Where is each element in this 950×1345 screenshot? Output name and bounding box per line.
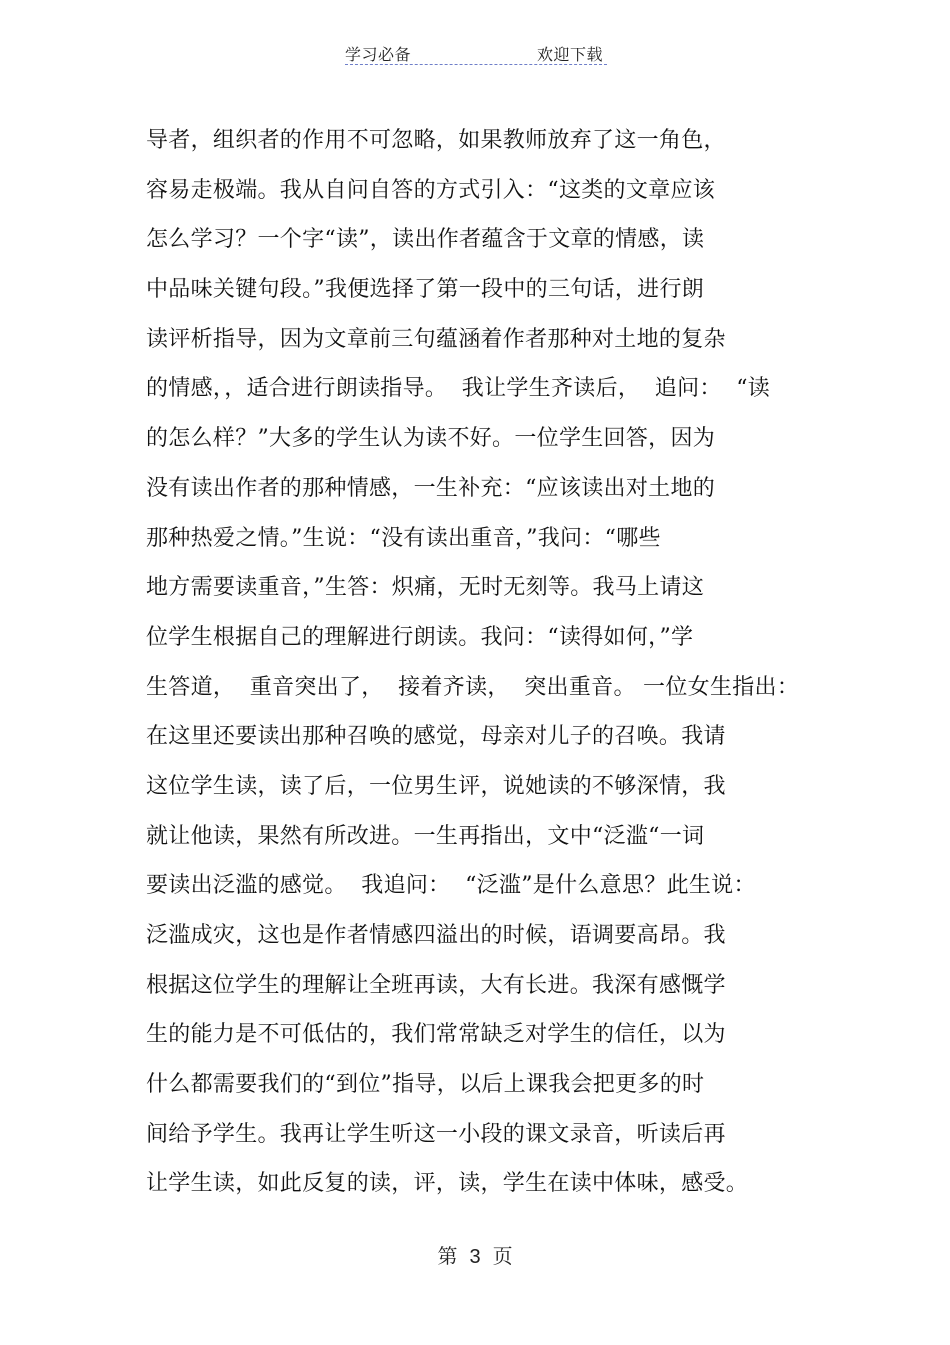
text-line: 生答道， 重音突出了， 接着齐读， 突出重音。 一位女生指出： — [146, 674, 800, 700]
body-paragraph — [146, 123, 846, 1216]
text-line: 读评析指导，因为文章前三句蕴涵着作者那种对土地的复杂 — [146, 326, 726, 352]
text-line: 就让他读，果然有所改进。一生再指出，文中“泛滥“一词 — [146, 823, 705, 849]
page-number-suffix: 页 — [492, 1244, 513, 1268]
page-number — [0, 1240, 950, 1269]
text-line: 容易走极端。我从自问自答的方式引入：“这类的文章应该 — [146, 177, 716, 203]
text-line: 位学生根据自己的理解进行朗读。我问：“读得如何，”学 — [146, 624, 694, 650]
text-line: 让学生读，如此反复的读，评，读，学生在读中体味，感受。 — [146, 1171, 749, 1197]
text-line: 的情感，，适合进行朗读指导。 我让学生齐读后， 追问： “读 — [146, 376, 771, 402]
text-line: 间给予学生。我再让学生听这一小段的课文录音，听读后再 — [146, 1121, 726, 1147]
text-line: 导者，组织者的作用不可忽略，如果教师放弃了这一角色， — [146, 128, 726, 153]
text-line: 生的能力是不可低估的，我们常常缺乏对学生的信任，以为 — [146, 1022, 726, 1048]
header-right-text: 欢迎下载 — [536, 45, 603, 64]
page-number-value: 3 — [469, 1246, 481, 1268]
text-line: 的怎么样？”大多的学生认为读不好。一位学生回答，因为 — [146, 426, 716, 452]
text-line: 泛滥成灾，这也是作者情感四溢出的时候，语调要高昂。我 — [146, 923, 726, 948]
page-header — [345, 42, 607, 65]
text-line: 要读出泛滥的感觉。 我追问： “泛滥”是什么意思？此生说： — [146, 873, 756, 899]
text-line: 怎么学习？一个字“读”，读出作者蕴含于文章的情感，读 — [146, 227, 705, 253]
text-line: 这位学生读，读了后，一位男生评，说她读的不够深情，我 — [146, 773, 726, 799]
text-line: 没有读出作者的那种情感，一生补充：“应该读出对土地的 — [146, 475, 716, 501]
text-line: 中品味关键句段。”我便选择了第一段中的三句话，进行朗 — [146, 277, 705, 303]
header-left-text: 学习必备 — [345, 45, 412, 64]
text-line: 地方需要读重音，”生答：炽痛，无时无刻等。我马上请这 — [146, 575, 705, 601]
page-number-prefix: 第 — [437, 1244, 458, 1268]
text-line: 什么都需要我们的“到位”指导，以后上课我会把更多的时 — [146, 1072, 705, 1098]
text-line: 在这里还要读出那种召唤的感觉，母亲对儿子的召唤。我请 — [146, 724, 726, 750]
text-line: 那种热爱之情。”生说：“没有读出重音，”我问：“哪些 — [146, 525, 661, 551]
text-line: 根据这位学生的理解让全班再读，大有长进。我深有感慨学 — [146, 972, 726, 998]
